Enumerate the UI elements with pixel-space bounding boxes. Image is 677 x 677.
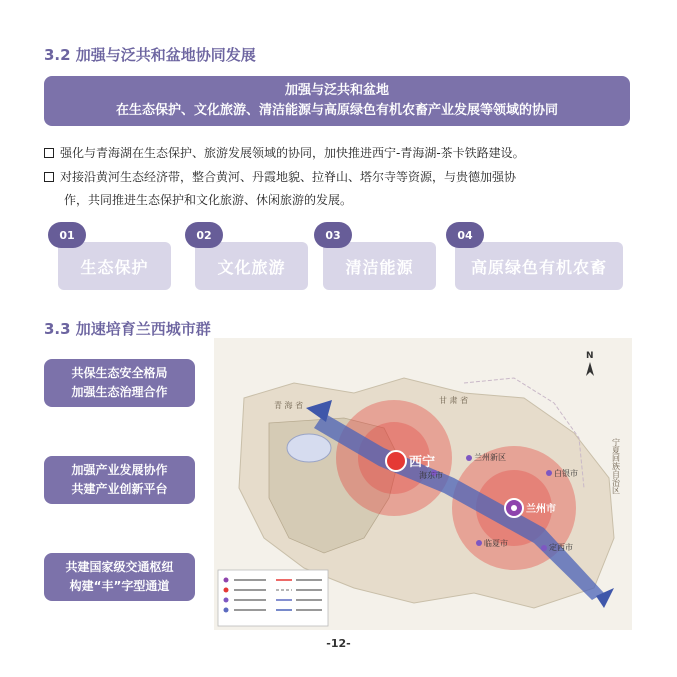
city-dot bbox=[466, 455, 472, 461]
lanzhou-marker-dot bbox=[511, 505, 517, 511]
bullet-item: 强化与青海湖在生态保护、旅游发展领域的协同，加快推进西宁-青海湖-茶卡铁路建设。 bbox=[44, 143, 644, 163]
city-dot bbox=[476, 540, 482, 546]
label-linxia: 临夏市 bbox=[484, 539, 508, 548]
lanxi-city-cluster-map bbox=[214, 338, 632, 630]
card-eco-protection: 生态保护 bbox=[58, 242, 171, 290]
checkbox-square-icon bbox=[44, 172, 54, 182]
card-green-agriculture: 高原绿色有机农畜 bbox=[455, 242, 623, 290]
banner-line-2: 在生态保护、文化旅游、清洁能源与高原绿色有机农畜产业发展等领域的协同 bbox=[115, 103, 558, 118]
north-arrow-label: N bbox=[586, 351, 594, 361]
city-dot bbox=[546, 470, 552, 476]
card-clean-energy: 清洁能源 bbox=[323, 242, 436, 290]
label-haidong: 海东市 bbox=[419, 471, 443, 480]
page-number: -12- bbox=[326, 637, 351, 650]
card-number: 01 bbox=[48, 222, 86, 248]
card-number: 03 bbox=[314, 222, 352, 248]
label-dingxi: 定西市 bbox=[549, 543, 573, 552]
bullet-item-continued: 作，共同推进生态保护和文化旅游、休闲旅游的发展。 bbox=[64, 193, 353, 207]
card-culture-tourism: 文化旅游 bbox=[195, 242, 308, 290]
section-title-3-3: 3.3 加速培育兰西城市群 bbox=[44, 320, 211, 338]
xining-marker bbox=[386, 451, 406, 471]
bullet-item: 对接沿黄河生态经济带，整合黄河、丹霞地貌、拉脊山、塔尔寺等资源，与贵德加强协 bbox=[44, 167, 644, 187]
card-number: 04 bbox=[446, 222, 484, 248]
label-ningxia: 宁夏回族自治区 bbox=[611, 438, 621, 494]
label-lanzhou: 兰州市 bbox=[526, 504, 556, 515]
section-title-3-2: 3.2 加强与泛共和盆地协同发展 bbox=[44, 46, 256, 64]
map-legend-box bbox=[218, 570, 328, 626]
side-box-ecology: 共保生态安全格局 加强生态治理合作 bbox=[44, 359, 195, 407]
banner-line-1: 加强与泛共和盆地 bbox=[284, 83, 389, 98]
label-baiyin: 白银市 bbox=[554, 469, 578, 478]
label-xining: 西宁 bbox=[409, 455, 436, 470]
side-box-industry: 加强产业发展协作 共建产业创新平台 bbox=[44, 456, 195, 504]
label-qinghai-province: 青 海 省 bbox=[274, 401, 304, 410]
side-box-transport: 共建国家级交通枢纽 构建“丰”字型通道 bbox=[44, 553, 195, 601]
card-number: 02 bbox=[185, 222, 223, 248]
qinghai-lake bbox=[287, 434, 331, 462]
checkbox-square-icon bbox=[44, 148, 54, 158]
label-lanzhou-new: 兰州新区 bbox=[474, 453, 506, 462]
collaboration-banner bbox=[44, 76, 630, 126]
label-gansu-province: 甘 肃 省 bbox=[439, 396, 469, 405]
city-dot bbox=[541, 545, 547, 551]
